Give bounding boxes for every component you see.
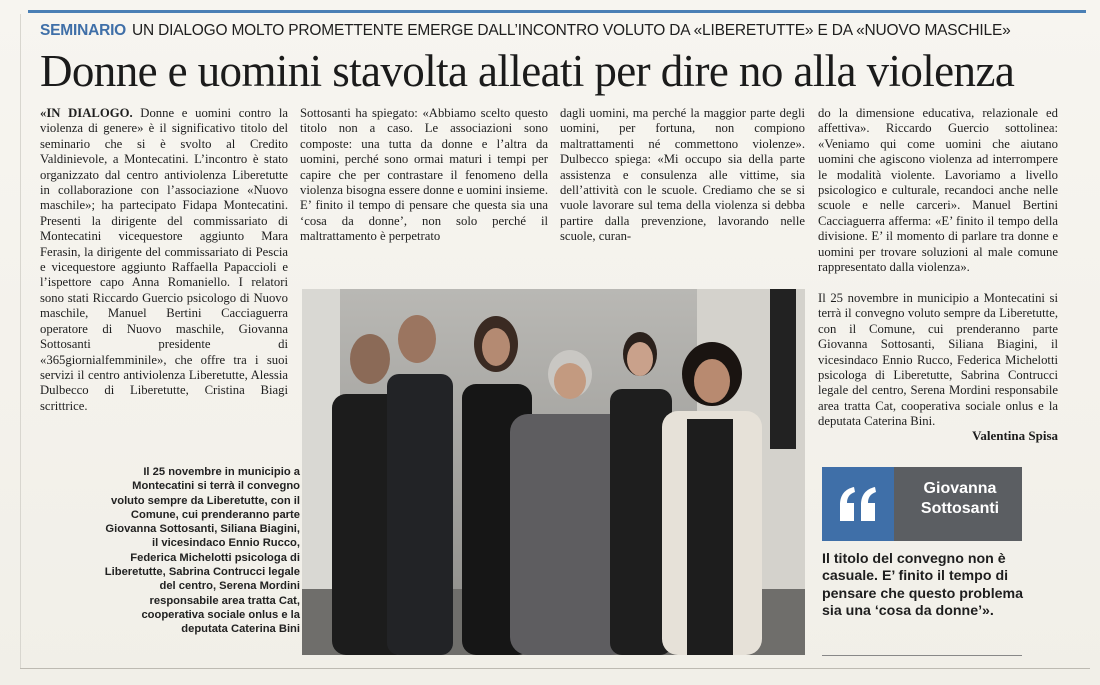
quote-box <box>822 467 1022 541</box>
column-1-text: Donne e uomini contro la violenza di genere» è il significativo titolo del seminario che si è svolto al Credito Valdinievole, a Montecatini. L’incontro è stato organizzato dal centro antiviolenza Liberetutte in collaborazione con l’associazione «Nuovo maschile»; ha partecipato Fidapa Montecatini. Presenti la dirigente del commissariato di Montecatini vicequestore aggiunto Mara Ferasin, la dirigente del commissariato di Pescia e vicequestore aggiunto Raffaella Papaccioli e l’ispettore capo Anna Romaniello. I relatori sono stati Riccardo Guercio psicologo di Nuovo maschile, Manuel Bertini Cacciaguerra operatore di Nuovo maschile, Giovanna Sottosanti presidente di «365giornialfemminile», che offre tra i suoi servizi il centro antiviolenza Liberetutte, Alessia Dulbecco di Liberetutte, Cristina Biagi scrittrice. <box>40 106 288 413</box>
top-rule <box>28 10 1086 13</box>
quote-bottom-rule <box>822 655 1022 656</box>
group-photo <box>302 289 805 655</box>
article-column-4: do la dimensione educativa, relazionale ed affettiva». Riccardo Guercio sottolinea: «Veniamo qui come uomini che aiutano uomini che agiscono violenza ad interrompere le modalità violente. Lavoriamo a livello psicologico e culturale, recandoci anche nelle scuole e nelle carceri». Manuel Bertini Cacciaguerra afferma: «E’ finito il tempo della divisione. E’ il momento di parlare tra donne e uomini per trovare soluzioni al male comune rappresentato dalla violenza». <box>818 106 1058 275</box>
kicker <box>40 22 1070 40</box>
article-column-3: dagli uomini, ma perché la maggior parte degli uomini, per fortuna, non compiono maltrattamenti né commettono violenze». Dulbecco spiega: «Mi occupo sia della parte assistenza e consulenza alle vittime, sia dell’attività con le scuole. Crediamo che se si vuole lavorare sul tema della violenza si debba partire dalla prevenzione, lavorando nelle scuole, curan- <box>560 106 805 244</box>
group-photo-illustration <box>302 289 805 655</box>
pull-quote-text: Il titolo del convegno non è casuale. E’ finito il tempo di pensare che questo problema sia una ‘cosa da donne’». <box>822 551 1024 620</box>
page-foot-rule <box>20 668 1090 669</box>
article-column-2: Sottosanti ha spiegato: «Abbiamo scelto questo titolo non a caso. Le associazioni sono composte: una tutta da donne e l’altra da uomini, perché sono ormai maturi i tempi per capire che per contrastare il fenomeno della violenza bisogna essere donne e uomini insieme. E’ finito il tempo di pensare che questa sia una ‘cosa da donne’, non solo perché il maltrattamento è perpetrato <box>300 106 548 244</box>
section-label: SEMINARIO <box>40 22 127 39</box>
kicker-text: UN DIALOGO MOLTO PROMETTENTE EMERGE DALL’INCONTRO VOLUTO DA «LIBERETUTTE» E DA «NUOVO MASCHILE» <box>132 22 1011 39</box>
headline: Donne e uomini stavolta alleati per dire no alla violenza <box>40 46 1015 96</box>
lead-in: «IN DIALOGO. <box>40 106 133 120</box>
quotation-mark-icon <box>822 467 894 541</box>
page-edge <box>20 14 21 669</box>
author-byline: Valentina Spisa <box>972 428 1058 443</box>
quote-author-name: Giovanna Sottosanti <box>920 480 1000 517</box>
article-column-4-continued: Il 25 novembre in municipio a Montecatini si terrà il convegno voluto sempre da Liberetutte, con il Comune, cui prenderanno parte Giovanna Sottosanti, Siliana Biagini, il vicesindaco Ennio Rucco, Federica Michelotti psicologa di Liberetutte, Sabrina Contrucci legale del centro, Serena Mordini responsabile area tratta Cat, cooperativa sociale onlus e la deputata Caterina Bini. <box>818 291 1058 429</box>
photo-caption: Il 25 novembre in municipio a Montecatini si terrà il convegno voluto sempre da Liberetutte, con il Comune, cui prenderanno parte Giovanna Sottosanti, Siliana Biagini, il vicesindaco Ennio Rucco, Federica Michelotti psicologa di Liberetutte, Sabrina Contrucci legale del centro, Serena Mordini responsabile area tratta Cat, cooperativa sociale onlus e la deputata Caterina Bini <box>104 466 300 636</box>
article-column-1 <box>40 106 288 414</box>
